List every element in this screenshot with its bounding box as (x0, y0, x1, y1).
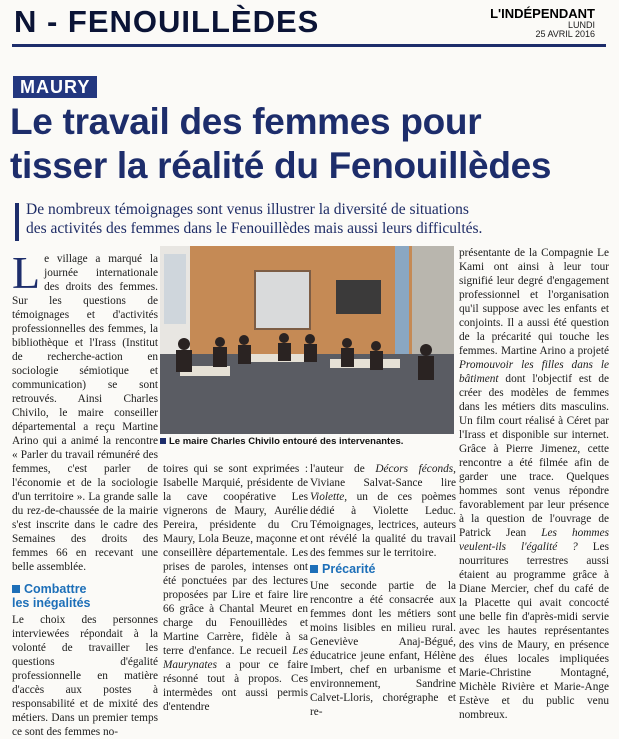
column-3-text-d: Une seconde partie de la rencontre a été consacrée aux femmes dont les métiers sont moins lisibles en milieu rural. Geneviève Anaj-Bégué, éducatrice jeune enfant, Hélène Imbert, chef en urbanisme et environnement, Sandrine Calvet-Lloris, chorégraphe et re- (310, 580, 456, 718)
headline-line-1: Le travail des femmes pour (10, 101, 482, 142)
subhead-square-icon (310, 565, 318, 573)
column-4-text-a: présentante de la Compagnie Le Kami ont ainsi à leur tour signifié leur degré d'engagement professionnel et l'organisation qu'il suppose avec les enfants et conjoints. Il a aussi été question de la précarité qui touche les femmes. Martine Arino a projeté (459, 247, 609, 357)
subhead-square-icon (12, 585, 20, 593)
publication-day: LUNDI (567, 20, 595, 30)
column-3-text-a: l'auteur de (310, 463, 365, 475)
column-4-text-c: Les nourritures terrestres aussi étaient au programme grâce à Diane Mercier, chef du café de la Placette qui avait concocté une belle fin d'après-midi servie avec les hautes représentantes des vins de Maury, en présence des élues locales impliquées Marie-Christine Montagné, Michèle Rivière et Marie-Ange Estève et du public venu nombreux. (459, 541, 609, 721)
article-column-1-lower (12, 580, 158, 739)
column-3-text-b: Viviane Salvat-Sance lire (310, 477, 456, 489)
column-3-text-c: un de ces poèmes dédié à Violette Leduc. Témoignages, lectrices, auteurs ont révélé la qualité du travail des femmes sur le territoire. (310, 491, 456, 559)
column-2-text: toires qui se sont exprimées : Isabelle Marquié, présidente de la cave coopérative Les vignerons de Maury, Aurélie Pereira, présidente du Cru Maury, Lola Beuze, maçonne et conseillère départementale. Les prises de paroles, intenses ont été ponctuées par des lectures proposées par Lire et faire lire 66 grâce à Chantal Meuret en charge du Fenouillèdes et Martine Carrère, fidèle à sa terre d'enfance. Le recueil (163, 463, 308, 657)
book-title-hommes: Les hommes veulent-ils l'égalité ? (459, 527, 609, 553)
dropcap: L (12, 247, 41, 298)
column-1b-text: Le choix des personnes interviewées répondait à la volonté de travailler les questions d'égalité professionnelle en matière d'accès aux postes à responsabilité et de mixité des métiers. Dans un premier temps ce sont des femmes no- (12, 614, 158, 738)
caption-square-icon (160, 438, 166, 444)
column-2-text-b: a pour ce faire résonné tout à propos. Ces intermèdes ont aussi permis d'entendre (163, 659, 308, 713)
headline-line-2: tisser la réalité du Fenouillèdes (10, 145, 552, 186)
standfirst-rule (15, 203, 19, 241)
poem-title-violette: Violette, (310, 491, 348, 503)
article-column-2 (163, 462, 308, 714)
subhead-combattre: Combattre les inégalités (12, 582, 91, 610)
column-4-text-b: dont l'objectif est de créer des modèles de femmes dans les métiers dits masculins. Un film court réalisé à Céret par l'Irass et disponible sur internet. Grâce à Pierre Jimenez, cette rencontre a été filmée afin de garder une trace. Quelques hommes sont venus répondre favorablement par leur présence à la question de l'ouvrage de Patrick Jean (459, 373, 609, 539)
subhead-precarite: Précarité (310, 562, 456, 576)
publication-date: 25 AVRIL 2016 (535, 29, 595, 39)
column-1-text: e village a marqué la journée internationale des droits des femmes. Sur les questions de témoignages et d'activités professionnelles des femmes, la bibliothèque et l'Irass (Institut de recherche-action en sociologie sémiotique et communication) se sont retrouvés. Ainsi Charles Chivilo, le maire conseiller départemental a reçu Martine Arino qui a animé la rencontre « Parler du travail rémunéré des femmes, c'est parler de l'économie et de la sociologie d'un territoire ». La grande salle du rez-de-chaussée de la mairie s'est inscrite dans le cadre des Semaines des droits des femmes 66 en recevant une belle assemblée. (12, 253, 158, 573)
newspaper-name: L'INDÉPENDANT (490, 6, 595, 21)
article-headline (10, 100, 610, 188)
photo-caption: Le maire Charles Chivilo entouré des intervenantes. (160, 436, 454, 447)
article-column-3 (310, 462, 456, 719)
film-title: Promouvoir les filles dans le bâtiment (459, 359, 609, 385)
book-title-decors: Décors féconds, (375, 463, 456, 475)
photo-illustration (160, 246, 454, 434)
book-title-maurynates: Les Maurynates (163, 645, 309, 671)
article-column-4 (459, 246, 609, 722)
meeting-photo (160, 246, 454, 434)
header-rule (12, 44, 606, 47)
town-tag: MAURY (13, 76, 97, 98)
standfirst-line-1: De nombreux témoignages sont venus illustrer la diversité de situations (26, 201, 469, 218)
article-column-1 (12, 247, 158, 574)
standfirst-line-2: des activités des femmes dans le Fenouillèdes mais aussi leurs difficultés. (26, 220, 483, 237)
section-title: N - FENOUILLÈDES (14, 4, 320, 39)
standfirst (26, 200, 606, 238)
